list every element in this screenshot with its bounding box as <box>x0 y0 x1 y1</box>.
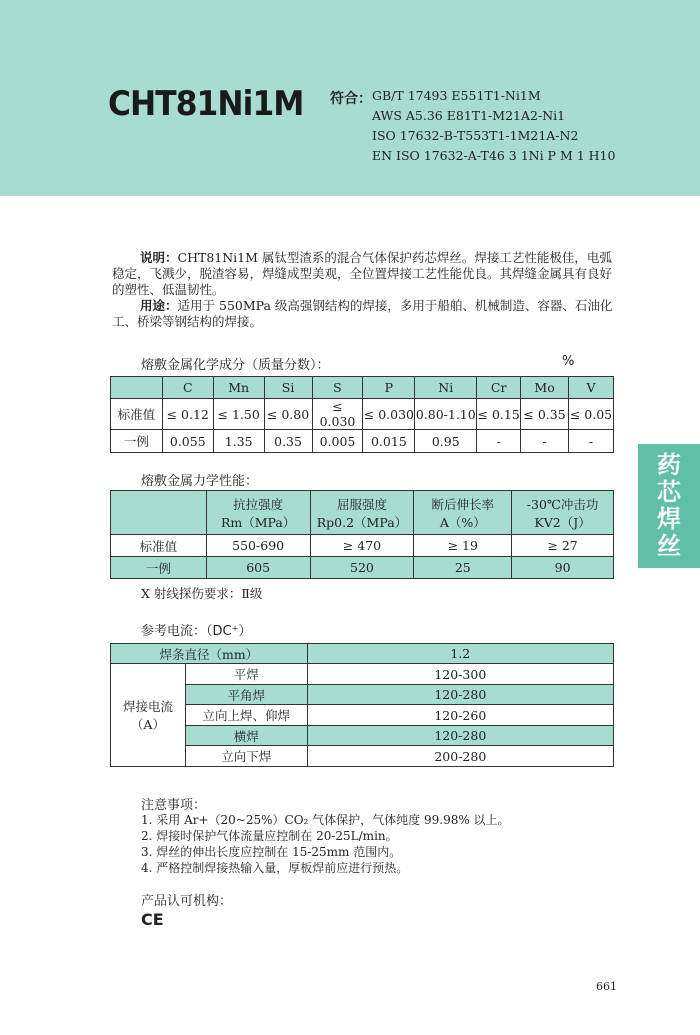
list-item: 3. 焊丝的伸出长度应控制在 15-25mm 范围内。 <box>141 845 402 859</box>
standard-line: AWS A5.36 E81T1-M21A2-Ni1 <box>372 108 566 123</box>
product-title: CHT81Ni1M <box>108 84 304 124</box>
category-tab <box>638 444 700 568</box>
header-band <box>0 0 700 196</box>
mechanical-section-title: 熔敷金属力学性能： <box>141 474 259 489</box>
table-header-row: 焊条直径（mm） 1.2 <box>111 644 614 664</box>
page-number: 661 <box>596 980 617 993</box>
standard-line: GB/T 17493 E551T1-Ni1M <box>372 88 541 103</box>
current-table <box>110 643 614 767</box>
table-header-row: C Mn Si S P Ni Cr Mo V <box>111 377 614 399</box>
notes-list <box>141 812 510 876</box>
description-block <box>112 250 622 330</box>
list-item: 2. 焊接时保护气体流量应控制在 20-25L/min。 <box>141 829 398 843</box>
table-row: 横焊 120-280 <box>111 726 614 746</box>
desc-text: CHT81Ni1M 属钛型渣系的混合气体保护药芯焊丝。焊接工艺性能极佳，电弧稳定，飞溅少，脱渣容易，焊缝成型美观，全位置焊接工艺性能优良。其焊缝金属具有良好的塑性、低温韧性。 <box>112 250 613 297</box>
use-text: 适用于 550MPa 级高强钢结构的焊接，多用于船舶、机械制造、容器、石油化工、桥梁等钢结构的焊接。 <box>112 298 613 329</box>
tab-char: 丝 <box>657 532 681 560</box>
desc-label: 说明： <box>140 250 178 265</box>
use-label: 用途： <box>140 298 178 313</box>
standards-list <box>372 86 615 166</box>
tab-char: 焊 <box>657 505 681 533</box>
list-item: 1. 采用 Ar+（20~25%）CO₂ 气体保护，气体纯度 99.98% 以上。 <box>141 813 510 827</box>
chemical-table <box>110 376 614 453</box>
current-section-title: 参考电流：（DC⁺） <box>141 624 252 639</box>
table-row: 焊接电流 （A） 平焊 120-300 <box>111 664 614 685</box>
certification-title: 产品认可机构： <box>141 894 233 909</box>
table-row: 立向下焊 200-280 <box>111 746 614 767</box>
table-row: 标准值 550-690 ≥ 470 ≥ 19 ≥ 27 <box>111 535 614 557</box>
table-row: 一例 605 520 25 90 <box>111 557 614 579</box>
ce-mark: CE <box>141 910 164 929</box>
mechanical-table <box>110 490 614 579</box>
notes-title: 注意事项： <box>141 798 207 813</box>
table-row: 标准值 ≤ 0.12 ≤ 1.50 ≤ 0.80 ≤ 0.030 ≤ 0.030 0.80-1.10 ≤ 0.15 ≤ 0.35 ≤ 0.05 <box>111 399 614 430</box>
tab-char: 芯 <box>657 478 681 506</box>
tab-char: 药 <box>657 451 681 479</box>
table-header-row: 抗拉强度 Rm（MPa） 屈服强度 Rp0.2（MPa） 断后伸长率 A（%） -30℃冲击功 KV2（J） <box>111 491 614 535</box>
standard-line: EN ISO 17632-A-T46 3 1Ni P M 1 H10 <box>372 148 616 163</box>
chemical-section-title: 熔敷金属化学成分（质量分数）： <box>141 358 330 373</box>
table-row: 立向上焊、仰焊 120-260 <box>111 705 614 726</box>
conform-label: 符合： <box>330 91 372 107</box>
table-row: 平角焊 120-280 <box>111 685 614 705</box>
xray-requirement: X 射线探伤要求：Ⅱ级 <box>141 586 263 601</box>
list-item: 4. 严格控制焊接热输入量，厚板焊前应进行预热。 <box>141 861 409 875</box>
table-row: 一例 0.055 1.35 0.35 0.005 0.015 0.95 - - - <box>111 430 614 453</box>
standard-line: ISO 17632-B-T553T1-1M21A-N2 <box>372 128 579 143</box>
chemical-unit: % <box>562 354 575 369</box>
